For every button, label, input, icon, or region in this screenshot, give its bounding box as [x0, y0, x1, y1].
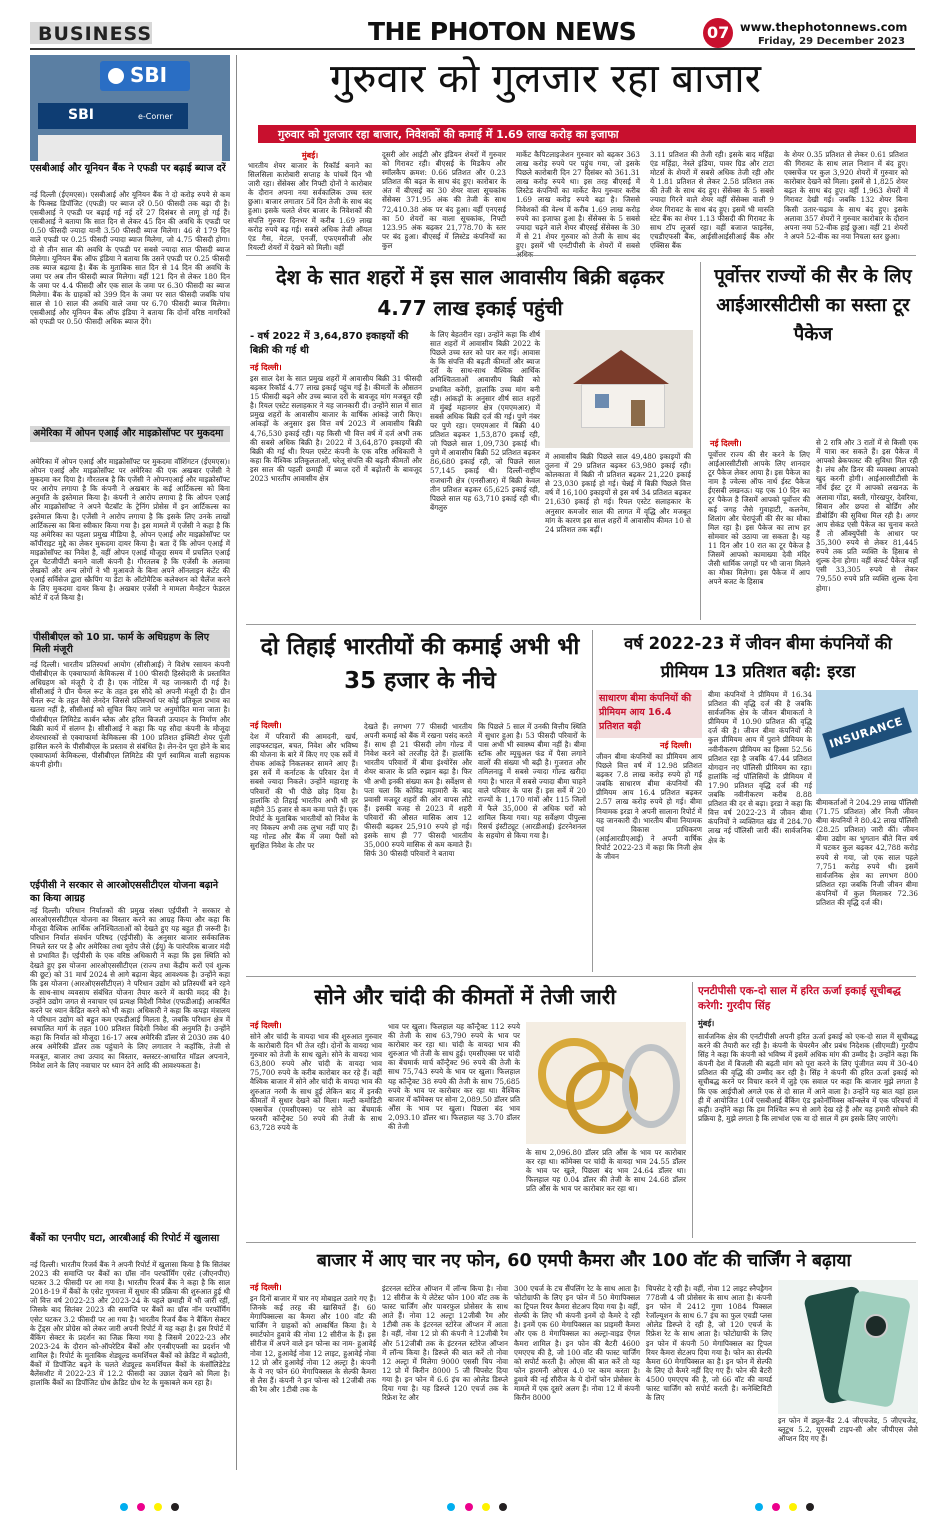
- lead-body: [248, 150, 918, 250]
- left-column-divider: [236, 55, 237, 1470]
- phone-headline: बाजार में आए चार नए फोन, 60 एमपी कैमरा और 100 वॉट की चार्जिंग ने बढ़ाया: [316, 1251, 852, 1271]
- ntpc-headline: एनटीपीसी एक-दो साल में हरित ऊर्जा इकाई सूचीबद्ध करेगी: गुरदीप सिंह: [698, 985, 901, 1012]
- print-registration-marks: [120, 1496, 820, 1506]
- income-headline: दो तिहाई भारतीयों की कमाई अभी भी 35 हजार के नीचे: [260, 634, 580, 694]
- left-story-2-body: अमेरिका में ओपन एआई और माइक्रोसॉफ्ट पर मुकदमा वॉशिंगटन (ईएमएस)। ओपन एआई और माइक्रोसॉफ्ट पर अमेरिका की एक अखबार एजेंसी ने मुकदमा कर दिया है। गौरतलब है कि एजेंसी ने ओपनएआई और माइक्रोसॉफ्ट पर आरोप लगाया है कि कंपनी ने अखबार के कई आर्टिकल्स को बिना अनुमति के इस्तेमाल किया है। कंपनी ने आरोप लगाया है कि ओपन एआई और माइक्रोसॉफ्ट ने अपने चैटबॉट के ट्रेनिंग प्रोसेस में इन आर्टिकल्स का इस्तेमाल किया है। एजेंसी ने आरोप लगाया है कि इसके लिए उनके लाखों आर्टिकल्स का बिना स्वीकार किया गया है। इस मामले में एजेंसी ने कहा है कि यह अमेरिका का पहला प्रमुख मीडिया है, ओपन एआई और माइक्रोसॉफ्ट पर कॉपीराइट मुद्दे का लेकर मुकदमा दायर किया है। बता दें कि ओपन एआई में माइक्रोसॉफ्ट का निवेश है, वहीं ओपन एआई मौजूदा समय में प्रचलित एआई टूल चैटजीपीटी बनाने वाली कंपनी है। गौरतलब है कि एजेंसी के अलावा लेखकों और अन्य लोगों ने भी मुआवजे के बिना अपने ऑनलाइन कंटेंट की एआई सर्विसेज द्वारा स्क्रैपिंग या डेटा के ऑटोमैटिक कलेक्शन को चैलेंज करने के लिए मुकदमा दायर किया है। अखबार एजेंसी ने मामला मैनहैटन फेडरल कोर्ट में दर्ज किया है।: [30, 457, 230, 603]
- housing-headline: देश के सात शहरों में इस साल आवासीय बिक्री बढ़कर 4.77 लाख इकाई पहुंची: [276, 265, 664, 320]
- gold-col-2: भाव पर खुला। फिलहाल यह कॉन्ट्रैक्ट 112 रुपये की तेजी के साथ 63,790 रुपये के भाव पर कारोबार कर रहा था। चांदी के वायदा भाव की शुरुआत भी तेजी के साथ हुई। एमसीएक्स पर चांदी का बेंचमार्क मार्च कॉन्ट्रैक्ट 96 रुपये की तेजी के साथ 75,743 रुपये के भाव पर खुला। फिलहाल यह कॉन्ट्रैक्ट 38 रुपये की तेजी के साथ 75,685 रुपये के भाव पर कारोबार कर रहा था। वैश्विक बाजार में कॉमेक्स पर सोना 2,089.50 डॉलर प्रति औंस के भाव पर खुला। पिछला बंद भाव 2,093.10 डॉलर था। फिलहाल यह 3.70 डॉलर की तेजी: [388, 1022, 520, 1132]
- left-story-1-body: नई दिल्ली (ईएमएस)। एसबीआई और यूनियन बैंक ने दो करोड़ रुपये से कम के फिक्स्ड डिपॉजिट (एफडी) पर ब्याज दरें 0.50 फीसदी तक बढ़ा दी है। एसबीआई ने एफडी पर बढ़ाई गई नई दरें 27 दिसंबर से लागू हो गई हैं। एसबीआई ने बताया कि सात दिन से लेकर 45 दिन की अवधि के एफडी पर 0.50 फीसदी ज्यादा यानी 3.50 फीसदी ब्याज मिलेगा। 46 से 179 दिन वाले एफडी पर 0.25 फीसदी ज्यादा ब्याज मिलेगा, जो 4.75 फीसदी होगा। दो से तीन साल की अवधि के एफडी पर सबसे ज्यादा सात फीसदी ब्याज मिलेगा। यूनियन बैंक ऑफ इंडिया ने बताया कि उसने एफडी पर 0.25 फीसदी तक ब्याज बढ़ाया है। बैंक के मुताबिक सात दिन से 14 दिन की अवधि के जमा पर अब तीन फीसदी ब्याज मिलेगा। वहीं 121 दिन से लेकर 180 दिन के जमा पर 4.4 फीसदी और एक साल के जमा पर 6.30 फीसदी का ब्याज मिलेगा। बैंक के ग्राहकों को 399 दिन के जमा पर सात फीसदी जबकि पांच साल से 10 साल की अवधि वाले जमा पर 6.70 फीसदी ब्याज मिलेगा। एसबीआई और यूनियन बैंक ऑफ इंडिया ने बताया कि दोनों वरिष्ठ नागरिकों को एफडी पर 0.50 फीसदी अधिक ब्याज देंगे।: [30, 190, 230, 327]
- reg-dot-cyan-3: [755, 1503, 763, 1511]
- house-door: [631, 400, 645, 426]
- reg-dot-magenta-3: [772, 1503, 780, 1511]
- reg-dot-cyan-2: [447, 1503, 455, 1511]
- mid-rule-3: [246, 1242, 916, 1243]
- left-story-3-body: नई दिल्ली। भारतीय प्रतिस्पर्धा आयोग (सीसीआई) ने विशेष रसायन कंपनी पीसीबीएल के एक्वाफार्मा केमिकल्स में 100 फीसदी हिस्सेदारी के प्रस्तावित अधिग्रहण को मंजूरी दे दी है। एक नोटिस में यह जानकारी दी गई है। सीसीआई ने ग्रीन चैनल रूट के तहत इस सौदे को अपनी मंजूरी दी है। ग्रीन चैनल रूट के तहत वैसे लेनदेन जिससे प्रतिस्पर्धा पर कोई प्रतिकूल प्रभाव का खतरा नहीं है, सीसीआई को सूचित किए जाने पर अनुमोदित माना जाता है। पीसीबीएल लिमिटेड कार्बन ब्लैक और हरित बिजली उत्पादन के निर्माण और बिक्री कार्य में संलग्न है। सीसीआई ने कहा कि यह सौदा कंपनी के मौजूदा शेयरधारकों से एक्वाफार्मा केमिकल्स की 100 प्रतिशत इक्विटी शेयर पूंजी हासिल करने के पीसीबीएल के प्रस्ताव से संबंधित है। लेन-देन पूरा होने के बाद एक्वाफार्मा केमिकल्स, पीसीबीएल लिमिटेड की पूर्ण स्वामित्व वाली सहायक कंपनी होगी।: [30, 660, 230, 770]
- sbi-photo: [30, 55, 230, 161]
- paper-name: THE PHOTON NEWS: [368, 17, 637, 46]
- irctc-dateline: नई दिल्ली।: [710, 438, 742, 448]
- insurance-sidebar-box: [596, 690, 702, 738]
- sbi-signboard-text: SBI: [68, 107, 94, 123]
- masthead-rule: [30, 48, 915, 50]
- reg-dot-magenta-2: [465, 1503, 473, 1511]
- lead-col-4: 3.11 प्रतिशत की तेजी रही। इसके बाद महिंद्रा एंड महिंद्रा, नेस्ले इंडिया, पावर ग्रिड और टाटा मोटर्स के शेयरों में सबसे अधिक तेजी रही और ये 1.81 प्रतिशत से लेकर 2.58 प्रतिशत तक की तेजी के साथ बंद हुए। सेंसेक्स के 5 सबसे ज्यादा गिरने वाले शेयर वहीं सेंसेक्स वाली 9 शेयर गिरावट के साथ बंद हुए। इसमें भी मारुति स्टेट बैंक का शेयर 1.13 फीसदी की गिरावट के साथ टॉप लूजर्स रहा। वहीं बजाज फाइनेंस, एचडीएफसी बैंक, आईसीआईसीआई बैंक और एक्सिस बैंक: [650, 150, 774, 250]
- left-story-4-headline: एईपीसी ने सरकार से आरओएससीटीएल योजना बढ़ाने का किया आग्रह: [30, 880, 219, 904]
- website-link[interactable]: www.thephotonnews.com: [740, 20, 908, 34]
- reg-dot-black-2: [499, 1503, 507, 1511]
- house-wall: [581, 384, 665, 428]
- sbi-logo-plate: [100, 61, 190, 91]
- reg-dot-black: [171, 1503, 179, 1511]
- insurance-headline: वर्ष 2022-23 में जीवन बीमा कंपनियों की प्रीमियम 13 प्रतिशत बढ़ी: इरडा: [624, 634, 892, 681]
- mid-rule-1: [246, 624, 916, 625]
- lead-headline: गुरुवार को गुलजार रहा बाजार: [330, 56, 761, 102]
- insurance-sign: [822, 707, 912, 758]
- left-story-5-headline: बैंकों का एनपीए घटा, आरबीआई की रिपोर्ट में खुलासा: [30, 1233, 220, 1244]
- housing-col-1: इस साल देश के सात प्रमुख शहरों में आवासीय बिक्री 31 फीसदी बढ़कर रिकॉर्ड 4.77 लाख इकाई पहुंच गई है। कीमतों के औसतन 15 फीसदी बढ़ने और उच्च ब्याज दरों के बावजूद मांग मजबूत रही है। रियल एस्टेट सलाहकार ने यह जानकारी दी। उन्होंने साल में सात प्रमुख शहरों के आवासीय बाजार के वार्षिक आंकड़े जारी किए। आंकड़ों के अनुसार इस वित्त वर्ष 2023 में आवासीय बिक्री 4,76,530 इकाई रही। यह किसी भी वित्त वर्ष में दर्ज अभी तक की सबसे अधिक बिक्री है। 2022 में 3,64,870 इकाइयों की बिक्री की गई थी। रियल एस्टेट कंपनी के एक वरिष्ठ अधिकारी ने कहा कि वैश्विक प्रतिकूलताओं, घरेलू संपत्ति की बढ़ती कीमतों और इस साल की पहली छमाही में ब्याज दरों में बढ़ोतरी के बावजूद 2023 भारतीय आवासीय क्षेत्र: [250, 374, 422, 484]
- phone-camera-ring: [864, 1314, 888, 1338]
- house-roof: [573, 350, 669, 384]
- silver-bangle: [622, 1044, 680, 1128]
- lead-col-1: भारतीय शेयर बाजार के रिकॉर्ड बनाने का सिलसिला कारोबारी सप्ताह के पांचवें दिन भी जारी रहा। सेंसेक्स और निफ्टी दोनों ने कारोबार के दौरान अपना नया सर्वकालिक उच्च स्तर छुआ। बाजार लगातार 5वें दिन तेजी के साथ बंद हुआ। इसके चलते शेयर बाजार के निवेशकों की संपत्ति गुरुवार दिनभर में करीब 1.69 लाख करोड़ रुपये बढ़ गई। सबसे अधिक तेजी ऑयल एंड गैस, मेटल, एनर्जी, एफएमसीजी और रियल्टी शेयरों में देखने को मिली। वहीं: [248, 161, 372, 252]
- gold-dateline: नई दिल्ली।: [250, 1020, 282, 1030]
- page-number: 07: [707, 23, 730, 42]
- insurance-sidebar-head: साधारण बीमा कंपनियों की प्रीमियम आय 16.4 प्रतिशत बढ़ी: [599, 693, 692, 732]
- sbi-atm-box: [38, 135, 222, 161]
- left-story-4-body: नई दिल्ली। परिधान निर्यातकों की प्रमुख संस्था एईपीसी ने सरकार से आरओएससीटीएल योजना का विस्तार करने का आग्रह किया और कहा कि मौजूदा वैश्विक आर्थिक अनिश्चितताओं को देखते हुए यह बहुत ही जरूरी है। परिधान निर्यात संवर्धन परिषद (एईपीसी) के अनुसार बाजार सर्वकालिक निचले स्तर पर है और अमेरिका तथा यूरोप जैसे (ईयू) के पारंपरिक बाजार मंदी से प्रभावित हैं। एईपीसी के एक वरिष्ठ अधिकारी ने कहा कि इस स्थिति को देखते हुए इस योजना आरओएससीटीएल (राज्य तथा केंद्रीय करों एवं शुल्क की छूट) को 31 मार्च 2024 से आगे बढ़ाना बेहद आवश्यक है। उन्होंने कहा कि इस योजना (आरओएससीटीएल) ने परिधान उद्योग को प्रतिस्पर्धी बने रहने के साथ-साथ व्यवसाय संबंधित योजना तैयार करने में काफी मदद की है। उन्होंने उद्योग जगत से नवाचार एवं प्रत्यक्ष विदेशी निवेश (एफडीआई) आकर्षित करने पर ध्यान केंद्रित करने को भी कहा। अधिकारी ने कहा कि कपड़ा मंत्रालय ने परिधान उद्योग को बहुत कम एफडीआई मिलता है, जबकि परिधान क्षेत्र में स्वचालित मार्ग के तहत 100 प्रतिशत विदेशी निवेश की अनुमति है। उन्होंने कहा कि निर्यात को मौजूदा 16-17 अरब अमेरिकी डॉलर से 2030 तक 40 अरब अमेरिकी डॉलर तक पहुंचाने के लिए लगातार ने कहाँकि, तेजी से मजबूत, बाजार तथा उत्पाद का विस्तार, क्लस्टर-आधारित मॉडल अपनाने, निवेश लाने के लिए नवाचार पर ध्यान देने आदि की आवश्यकता है।: [30, 906, 230, 1070]
- gold-divider: [692, 982, 693, 1238]
- left-story-5-body: नई दिल्ली। भारतीय रिजर्व बैंक ने अपनी रिपोर्ट में खुलासा किया है कि सितंबर 2023 की समाप्ति पर बैंकों का ग्रॉस नॉन परफॉर्मिंग एसेट (जीएनपीए) घटकर 3.2 फीसदी पर आ गया है। भारतीय रिजर्व बैंक ने कहा है कि साल 2018-19 में बैंकों के एसेट गुणवत्ता में सुधार की प्रक्रिया की शुरुआत हुई थी जो वित्त वर्ष 2022-23 और 2023-24 के पहले छमाही में भी जारी रहीं, जिसके बाद सितंबर 2023 की समाप्ति पर बैंकों का ग्रॉस नॉन परफॉर्मिंग एसेट घटकर 3.2 फीसदी पर आ गया है। भारतीय रिजर्व बैंक ने बैंकिंग सेक्टर के ट्रेंड्स और प्रोग्रेस को लेकर जारी अपनी रिपोर्ट में यह कहा है। इस रिपोर्ट में बैंकिंग सेक्टर के प्रदर्शन का जिक्र किया गया है जिसमें 2022-23 और 2023-24 के दौरान को-ऑपरेटिव बैंकों और एनबीएफसी का प्रदर्शन भी शामिल है। रिपोर्ट के मुताबिक शेड्यूल्ड कमर्शियल बैंकों को क्रेडिट में बढ़ोतरी, बैंकों में डिपॉजिट बढ़ने के चलते शेड्यूल्ड कमर्शियल बैंकों के कंसॉलिडेटेड बैलेंसशीट में 2022-23 में 12.2 फीसदी का उछाल देखने को मिला है। हालांकि बैंकों का डिपॉजिट ग्रोथ क्रेडिट ग्रोथ रेट के मुकाबले कम रहा है।: [30, 1260, 230, 1388]
- gold-col-3: के साथ 2,096.80 डॉलर प्रति औंस के भाव पर कारोबार कर रहा था। कॉमेक्स पर चांदी के वायदा भाव 24.55 डॉलर के भाव पर खुले, पिछला बंद भाव 24.64 डॉलर था। फिलहाल यह 0.04 डॉलर की तेजी के साथ 24.68 डॉलर प्रति औंस के भाव पर कारोबार कर रहा था।: [526, 1148, 686, 1194]
- phone-col-1: इन दिनों बाजार में चार नए मोबाइल उतारे गए हैं। जिनके कई तरह की खासियतें हैं। 60 मेगापिक्सल्स का कैमरा और 100 वॉट की चार्जिंग ने ग्राहकों को आकर्षित किया है। ये स्मार्टफोन हुवावे की नोवा 12 सीरीज के हैं। इस सीरीज में अपने वाले इन फोन्स का नाम- हुआवेई नोवा 12, हुआवेई नोवा 12 लाइट, हुआवेई नोवा 12 प्रो और हुआवेई नोवा 12 अल्ट्रा है। कंपनी के ये नए फोन 60 मेगापिक्सल के सेल्फी कैमरा से लैस हैं। कंपनी ने इन फोन्स को 12जीबी तक की रैम और 1टीबी तक के: [250, 1294, 376, 1394]
- phone-col-2: इंटरनल स्टोरेज ऑप्शन में लॉन्च किया है। नोवा 12 सीरीज के ये लेटेस्ट फोन 100 वॉट तक के फास्ट चार्जिंग और पावरफुल प्रोसेसर के साथ आते हैं। नोवा 12 अल्ट्रा 12जीबी रैम और 1टीबी तक के इंटरनल स्टोरेज ऑप्शन में आता है। वहीं, नोवा 12 प्रो की कंपनी ने 12जीबी रैम और 512जीबी तक के इंटरनल स्टोरेज ऑप्शन में लॉन्च किया है। डिस्प्ले की बात करें तो नोवा 12 अल्ट्रा में मिलेगा 9000 एससी चिप नोवा 12 प्रो में किरीन 8000 5 जी चिपसेट दिया गया है। इन फोन में 6.6 इंच का ओलेड डिस्प्ले दिया गया है। यह डिस्प्ले 120 एचर्ज तक के रिफ्रेश रेट और: [382, 1284, 508, 1403]
- income-col-3: कि पिछले 5 साल में उनकी वित्तीय स्थिति में सुधार हुआ है। 53 फीसदी परिवारों के पास अभी भी स्वास्थ्य बीमा नहीं है। बीमा स्टॉक और म्यूचुअल फंड में पैसा लगाने वालों की संख्या भी बढ़ी है। गुजरात और तमिलनाडु में सबसे ज्यादा गोल्ड खरीदा गया है। भारत में सबसे ज्यादा बीमा चाहने वाले परिवार के पास हैं। इस सर्वे में 20 राज्यों के 1,170 गांवों और 115 जिलों में फैले 35,000 से अधिक घरों को शामिल किया गया। यह सर्वेक्षण पीपुल्स रिसर्च इंस्टीट्यूट (आरडीआई) इंटरनेशनल के सहयोग से किया गया है।: [478, 722, 586, 841]
- lead-col-5: के शेयर 0.35 प्रतिशत से लेकर 0.61 प्रतिशत की गिरावट के साथ लाल निशान में बंद हुए। एक्सचेंज पर कुल 3,920 शेयरों में गुरुवार को कारोबार देखने को मिला। इसमें से 1,825 शेयर बढ़त के साथ बंद हुए। वहीं 1,963 शेयरों में गिरावट देखी गई। जबकि 132 शेयर बिना किसी उतार-चढ़ाव के साथ बंद हुए। इसके अलावा 357 शेयरों ने गुरुवार कारोबार के दौरान अपना नया 52-वीक हाई छुआ। वहीं 21 शेयरों ने अपने 52-वीक का नया निचला स्तर छुआ।: [784, 150, 908, 241]
- income-divider: [592, 630, 593, 972]
- left-story-2-headline: अमेरिका में ओपन एआई और माइक्रोसॉफ्ट पर मुकदमा: [30, 426, 230, 442]
- phone-photo: [778, 1280, 918, 1414]
- phone-dateline: नई दिल्ली।: [250, 1282, 282, 1292]
- reg-dot-yellow-2: [482, 1503, 490, 1511]
- sbi-keyhole-icon: [108, 68, 124, 84]
- insurance-col-3: बीमाकर्ताओं ने 204.29 लाख पॉलिसी (71.75 प्रतिशत) और निजी जीवन बीमा कंपनियों ने 80.42 लाख पॉलिसी (28.25 प्रतिशत) जारी कीं। जीवन बीमा उद्योग का भुगतान बीते वित्त वर्ष में घटकर कुल बढ़कर 42,788 करोड़ रुपये से गया, जो एक साल पहले 7,751 करोड़ रुपये थी। इसमें सार्वजनिक क्षेत्र का लगभग 800 प्रतिशत रहा जबकि निजी जीवन बीमा कंपनियों में कुल मिलाकर 72.36 प्रतिशत की वृद्धि दर्ज की।: [816, 798, 918, 908]
- ntpc-dateline: मुंबई।: [698, 1018, 715, 1028]
- housing-col-2a: के लिए बेहतरीन रहा। उन्होंने कहा कि शीर्ष सात शहरों में आवासीय बिक्री 2022 के पिछले उच्च स्तर को पार कर गई। आवास के कि संपत्ति की बढ़ती कीमतों और ब्याज दरों के साथ-साथ वैश्विक आर्थिक अनिश्चितताओं आवासीय बिक्री को प्रभावित करेंगी, हालांकि उच्च मांग बनी रही। आंकड़ों के अनुसार शीर्ष सात शहरों में मुंबई महानगर क्षेत्र (एमएमआर) में सबसे अधिक बिक्री दर्ज की गई। पुणे नंबर पर पुणे रहा। एमएमआर में बिक्री 40 प्रतिशत बढ़कर 1,53,870 इकाई रही, जो पिछले साल 1,09,730 इकाई थी। पुणे में आवासीय बिक्री 52 प्रतिशत बढ़कर 86,680 इकाई रही, जो पिछले साल 57,145 इकाई थी। दिल्ली-राष्ट्रीय राजधानी क्षेत्र (एनसीआर) में बिक्री केवल तीन प्रतिशत बढ़कर 65,625 इकाई रही, पिछले साल यह 63,710 इकाई रही थी। बेंगलुरु: [430, 330, 540, 512]
- income-col-2: देखते हैं। लगभग 77 फीसदी भारतीय अपनी कमाई को बैंक में रखना पसंद करते हैं। साथ ही 21 फीसदी लोग गोल्ड में निवेश करने को तरजीह देते हैं। हालांकि भारतीय परिवारों में बीमा इंश्योरेंस और शेयर बाजार के प्रति रुझान बढ़ा है। फिर भी अभी इनकी संख्या कम है। सर्वेक्षण से पता चला कि कोविड महामारी के बाद प्रवासी मजदूर शहरों की ओर वापस लौटे हैं। इसकी वजह से 2023 में शहरी परिवारों की औसत मासिक आय 12 फीसदी बढ़कर 25,910 रुपये हो गई। इसके साथ ही 77 फीसदी भारतीय 35,000 रुपये मासिक से कम कमाते हैं। सिर्फ 30 फीसदी परिवारों ने बताया: [364, 722, 472, 859]
- irctc-headline: पूर्वोत्तर राज्यों की सैर के लिए आईआरसीटीसी का सस्ता टूर पैकेज: [714, 266, 912, 345]
- page-number-badge: [703, 18, 733, 48]
- section-label-box: [30, 22, 152, 44]
- lead-dateline: मुंबई।: [301, 150, 319, 160]
- house-window: [595, 394, 609, 408]
- left-story-1-headline: एसबीआई और यूनियन बैंक ने एफडी पर बढ़ाई ब्याज दरें: [30, 163, 226, 174]
- housing-col-3: में आवासीय बिक्री पिछले साल 49,480 इकाइयों की तुलना में 29 प्रतिशत बढ़कर 63,980 इकाई रही। कोलकाता में बिक्री नौ प्रतिशत बढ़कर 21,220 इकाई से 23,030 इकाई हो गई। चेन्नई में बिक्री पिछले वित्त वर्ष में 16,100 इकाइयों से इस वर्ष 34 प्रतिशत बढ़कर 21,630 इकाई हो गई। रियल एस्टेट सलाहकार के अनुसार कमजोर साल की लागत में वृद्धि और मजबूत मांग के कारण इस साल शहरों में आवासीय कीमत 10 से 24 प्रतिशत तक बढ़ीं।: [545, 452, 691, 534]
- housing-divider: [700, 262, 701, 620]
- gold-headline: सोने और चांदी की कीमतों में तेजी जारी: [314, 985, 616, 1009]
- gold-col-1: सोने और चांदी के वायदा भाव की शुरुआत गुरुवार के कारोबारी दिन भी तेज रही। दोनों के वायदा भाव गुरुवार को तेजी के साथ खुले। सोने के वायदा भाव 63,800 रुपये और चांदी के वायदा भाव 75,700 रुपये के करीब कारोबार कर रहे हैं। वहीं वैश्विक बाजार में सोने और चांदी के वायदा भाव की शुरुआत नरमी के साथ हुई लेकिन बाद में इनकी कीमतों में सुधार देखने को मिला। मल्टी कमोडिटी एक्सचेंज (एमसीएक्स) पर सोने का बेंचमार्क फरवरी कॉन्ट्रैक्ट 50 रुपये की तेजी के साथ 63,728 रुपये के: [250, 1032, 383, 1132]
- income-col-1: देश में परिवारों की आमदनी, खर्च, लाइफस्टाइल, बचत, निवेश और भविष्य की योजना के बारे में किए गए एक सर्वे में रोचक आंकड़े निकलकर सामने आए हैं। इस सर्वे में कर्नाटक के परिवार देश में सबसे ज्यादा निकले। उन्होंने महाराष्ट्र के परिवारों की भी पीछे छोड़ दिया है। हालांकि दो तिहाई भारतीय अभी भी हर महीने 35 हजार से कम कमा पाते हैं। एक रिपोर्ट के मुताबिक भारतीयों को निवेश के नए विकल्प अभी तक लुभा नहीं पाए हैं। यह गोल्ड और बैंक में जमा पैसों को सुरक्षित निवेश के तौर पर: [250, 732, 358, 851]
- sbi-signboard: [38, 103, 188, 129]
- issue-date: Friday, 29 December 2023: [758, 36, 905, 47]
- sbi-ecorner-text: e-Corner: [138, 112, 173, 121]
- insurance-col-1: जीवन बीमा कंपनियों का प्रीमियम आय पिछले वित्त वर्ष में 12.98 प्रतिशत बढ़कर 7.8 लाख करोड़ रुपये हो गई जबकि साधारण बीमा कंपनियों की प्रीमियम आय 16.4 प्रतिशत बढ़कर 2.57 लाख करोड़ रुपये हो गई। बीमा नियामक इरडा ने अपनी सालाना रिपोर्ट में यह जानकारी दी। भारतीय बीमा नियामक एवं विकास प्राधिकरण (आईआरडीएआई) ने अपनी वार्षिक रिपोर्ट 2022-23 में कहा कि निजी क्षेत्र के जीवन: [596, 752, 702, 862]
- left-story-3-headline: पीसीबीएल को 10 प्रा. फार्म के अधिग्रहण के लिए मिली मंजूरी: [30, 630, 230, 658]
- reg-dot-yellow-3: [789, 1503, 797, 1511]
- irctc-col-2: से 2 रात्रि और 3 रातों में से किसी एक में यात्रा कर सकते हैं। इस पैकेज में आपको ब्रेकफास्ट की सुविधा मिल रही है। लंच और डिनर की व्यवस्था आपको खुद करनी होगी। आईआरसीटीसी के नॉर्थ ईस्ट टूर में आपको लखनऊ के अलावा गोंडा, बस्ती, गोरखपुर, देवरिया, सिवान और छपरा से बोर्डिंग और डीबोर्डिंग की सुविधा मिल रही है। अगर आप सेकंड एसी पैकेज का चुनाव करते हैं तो ऑक्युपेंसी के आधार पर 35,300 रुपये से लेकर 81,445 रुपये तक प्रति व्यक्ति के हिसाब से शुल्क देना होगा। वहीं कंफर्ट पैकेज यहाँ एसी 33,305 रुपये से लेकर 79,550 रुपये प्रति व्यक्ति शुल्क देना होगा।: [816, 438, 918, 593]
- housing-dateline: नई दिल्ली।: [250, 362, 282, 372]
- phone-col-5: इन फोन में ड्यूल-बैंड 2.4 जीएचजेड, 5 जीएचजेड, ब्लूटूथ 5.2, यूएसबी टाइप-सी और जीपीएस जैसे ऑप्शन दिए गए हैं।: [778, 1416, 918, 1444]
- reg-dot-cyan: [120, 1503, 128, 1511]
- sbi-logo-text: SBI: [130, 63, 168, 87]
- insurance-sign-text: INSURANCE: [827, 714, 905, 751]
- section-label: BUSINESS: [38, 23, 153, 45]
- reg-dot-black-3: [806, 1503, 814, 1511]
- phone-col-4: चिपसेट दे रही है। वहीं, नोवा 12 लाइट स्नैपड्रैगन 778जी 4 जी प्रोसेसर के साथ आता है। कंपनी इन फोन में 2412 गुणा 1084 पिक्सल रेजॉल्यूशन के साथ 6.7 इंच का फुल एचडी प्लस ओलेड डिस्प्ले दे रही है, जो 120 एचर्ज के रिफ्रेश रेट के साथ आता है। फोटोग्राफी के लिए इन फोन में कंपनी 50 मेगापिक्सल का ट्रिपल रियर कैमरा सेटअप दिया गया है। फोन का सेल्फी कैमरा 60 मेगापिक्सल का है। इन फोन में सेल्फी के लिए दो कैमरे नहीं दिए गए हैं। फोन की बैटरी 4500 एमएएच की है, जो 66 वॉट की वायर्ड फास्ट चार्जिंग को सपोर्ट करती है। कनेक्टिविटी के लिए: [646, 1284, 772, 1403]
- gold-jewellery-photo: [526, 1022, 686, 1144]
- phone-col-3: 300 एचर्ज के टच सैंपलिंग रेट के साथ आता है। फोटोग्राफी के लिए इन फोन में 50 मेगापिक्सल का ट्रिपल रियर कैमरा सेटअप दिया गया है। वहीं, सेल्फी के लिए भी कंपनी इनमें दो कैमरे दे रही है। इनमें एक 60 मेगापिक्सल का प्राइमरी कैमरा और एक 8 मेगापिक्सल का अल्ट्रा-वाइड ऐंगल कैमरा शामिल है। इन फोन की बैटरी 4600 एमएएच की है, जो 100 वॉट की फास्ट चार्जिंग को सपोर्ट करती है। ओएस की बात करें तो यह फोन हारमनी ओएस 4.0 पर काम करता है। हुवावे की नई सीरीज के ये दोनों फोन प्रोसेसर के मामले में एक दूसरे अलग हैं। नोवा 12 में कंपनी किरीन 8000: [514, 1284, 640, 1403]
- mid-rule-2: [246, 976, 916, 977]
- house-model-photo: [545, 330, 693, 448]
- insurance-col-2: बीमा कंपनियों ने प्रीमियम में 16.34 प्रतिशत की वृद्धि दर्ज की है जबकि सार्वजनिक क्षेत्र के जीवन बीमाकर्ता ने प्रीमियम में 10.90 प्रतिशत की वृद्धि दर्ज की है। जीवन बीमा कंपनियों की कुल प्रीमियम आय में पुराने प्रीमियम के नवीनीकरण प्रीमियम का हिस्सा 52.56 प्रतिशत रहा है जबकि 47.44 प्रतिशत योगदान नए पॉलिसी प्रीमियम का रहा। हालांकि नई पॉलिसियों के प्रीमियम में 17.90 प्रतिशत वृद्धि दर्ज की गई जबकि नवीनीकरण करीब 8.88 प्रतिशत की दर से बढ़ा। इरडा ने कहा कि वित्त वर्ष 2022-23 में जीवन बीमा कंपनियों ने व्यक्तिगत खंड में 284.70 लाख नई पॉलिसी जारी कीं। सार्वजनिक क्षेत्र के: [708, 690, 812, 845]
- reg-dot-magenta: [137, 1503, 145, 1511]
- lead-col-3: मार्केट कैपिटलाइजेशन गुरुवार को बढ़कर 363 लाख करोड़ रुपये पर पहुंच गया, जो इसके पिछले कारोबारी दिन 27 दिसंबर को 361.31 लाख करोड़ रुपये था। इस तरह बीएसई में लिस्टेड कंपनियों का मार्केट कैप गुरुवार करीब 1.69 लाख करोड़ रुपये बढ़ा है। जिससे निवेशकों की वेल्थ में करीब 1.69 लाख करोड़ रुपये का इजाफा हुआ है। सेंसेक्स के 5 सबसे ज्यादा चढ़ने वाले शेयर बीएसई सेंसेक्स के 30 में से 21 शेयर गुरुवार को तेजी के साथ बंद हुए। इसमें भी एनटीपीसी के शेयरों में सबसे: [516, 150, 640, 250]
- insurance-photo: [816, 690, 918, 794]
- insurance-dateline: नई दिल्ली।: [660, 740, 692, 750]
- lead-bottom-rule: [246, 255, 916, 256]
- income-dateline: नई दिल्ली।: [250, 720, 282, 730]
- ntpc-body: सार्वजनिक क्षेत्र की एनटीपीसी अपनी हरित ऊर्जा इकाई को एक-दो साल में सूचीबद्ध करने की तैयारी कर रही है। कंपनी के चेयरमैन और प्रबंध निदेशक (सीएमडी) गुरदीप सिंह ने कहा कि कंपनी को भविष्य में इसमें अधिक मांग की उम्मीद है। उन्होंने कहा कि कंपनी देश में बिजली की बढ़ती मांग को पूरा करने के लिए पूंजीगत व्यय में 30-40 प्रतिशत की वृद्धि की उम्मीद कर रही है। सिंह ने कंपनी की हरित ऊर्जा इकाई को सूचीबद्ध करने पर विचार करने में जुड़े एक सवाल पर कहा कि बाजार मुझे लगता है कि एक आईपीओ अगले एक से दो साल में आने वाला है। उन्होंने यह बात यहां हाल ही में आयोजित 10वें एसबीआई बैंकिंग एंड इकोनॉमिक्स कॉन्क्लेव में एक परिचर्चा में कही। उन्होंने कहा कि हम निश्चित रूप से आगे देख रहे हैं और यह हमारी सोचने की प्रक्रिया है, मुझे लगता है कि लाभांश एक या दो साल में हम इसके लिए जाएंगे।: [698, 1032, 918, 1123]
- lead-col-2: दूसरी ओर आईटी और इंडियन शेयरों में गुरुवार को गिरावट रही। बीएसई के मिडकैप और स्मॉलकैप क्रमश: 0.66 प्रतिशत और 0.23 प्रतिशत की बढ़त के साथ बंद हुए। कारोबार के अंत में बीएसई का 30 शेयर वाला सूचकांक सेंसेक्स 371.95 अंक की तेजी के साथ 72,410.38 अंक पर बंद हुआ। वहीं एनएसई का 50 शेयरों का वाला सूचकांक, निफ्टी 123.95 अंक बढ़कर 21,778.70 के स्तर पर बंद हुआ। बीएसई में लिस्टेड कंपनियों का कुल: [382, 150, 506, 250]
- irctc-col-1: पूर्वोत्तर राज्य की सैर करने के लिए आईआरसीटीसी आपके लिए शानदार टूर पैकेज लेकर आया है। इस पैकेज का नाम है ज्वेल्स ऑफ नार्थ ईस्ट पैकेज ईएसबी लखनऊ। यह एक 10 दिन का टूर पैकेज है जिसमें आपको पूर्वोत्तर की कई जगह जैसे गुवाहाटी, कलनेम, शिलांग और चेरापूंजी की सैर का मौका मिल रहा है। इस पैकेज का लाभ हर सोमवार को उठाया जा सकता है। यह 11 दिन और 10 रात का टूर पैकेज है जिसमें आपको कामाख्या देवी मंदिर जैसी धार्मिक जगहों पर भी जाना मिलने का मौका मिलेगा। इस पैकेज में आप अपने बजट के हिसाब: [708, 450, 810, 587]
- reg-dot-yellow: [154, 1503, 162, 1511]
- lead-subhead-bar: [258, 125, 916, 143]
- lead-subhead: गुरुवार को गुलजार रहा बाजार, निवेशकों की कमाई में 1.69 लाख करोड़ का इजाफा: [278, 128, 619, 141]
- housing-subhead: - वर्ष 2022 में 3,64,870 इकाइयों की बिक्री की गई थी: [250, 331, 409, 356]
